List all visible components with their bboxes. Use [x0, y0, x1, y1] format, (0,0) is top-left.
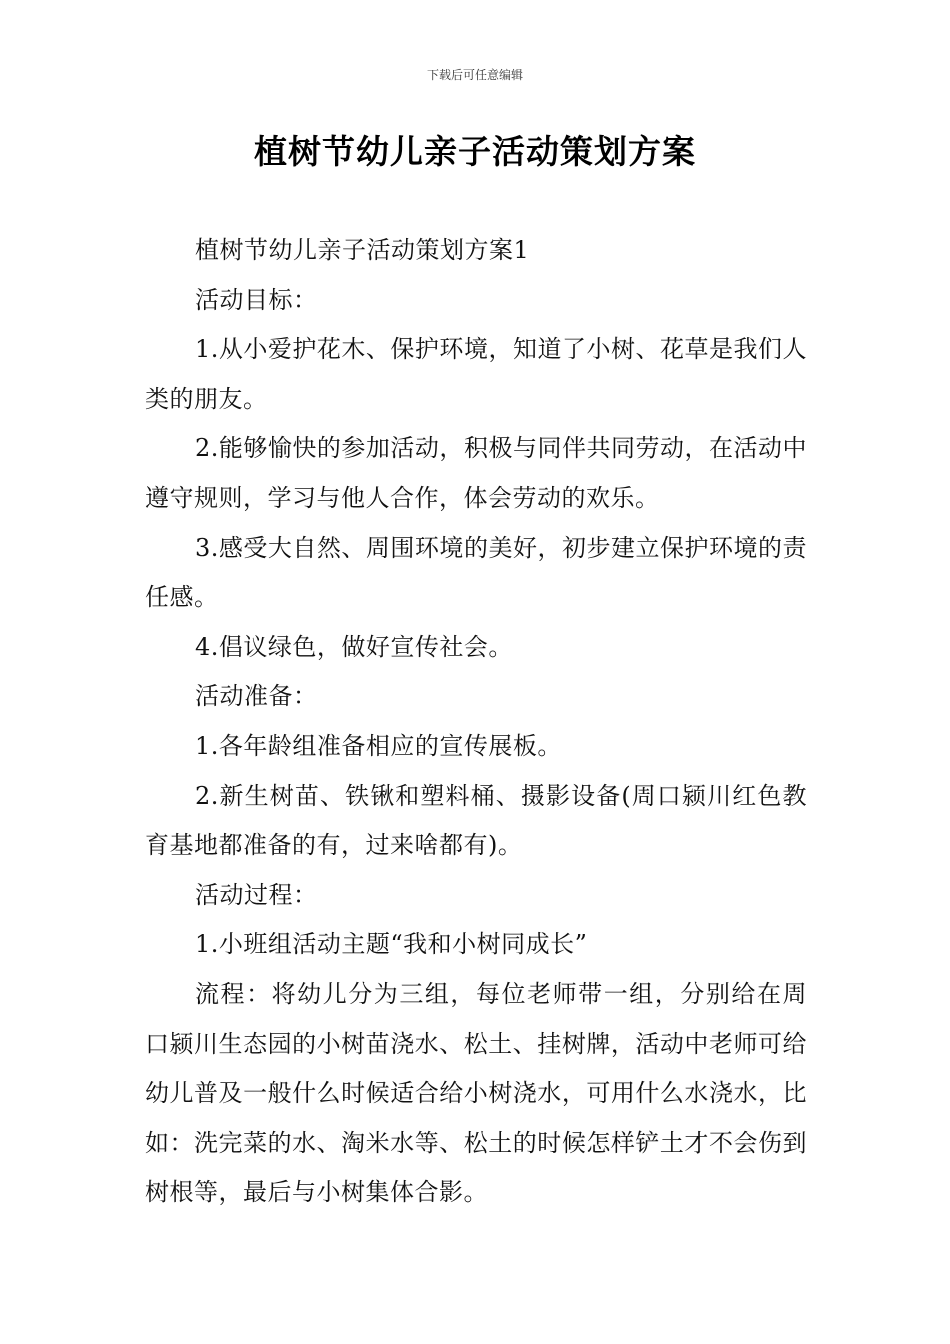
paragraph-goal-2: 2.能够愉快的参加活动，积极与同伴共同劳动，在活动中遵守规则，学习与他人合作，体会劳动的欢乐。: [145, 434, 807, 512]
header-note: 下载后可任意编辑: [426, 68, 523, 82]
paragraph-goals-heading: 活动目标：: [195, 285, 318, 314]
paragraph-goal-3: 3.感受大自然、周围环境的美好，初步建立保护环境的责任感。: [145, 533, 807, 612]
paragraph-prep-1: 1.各年龄组准备相应的宣传展板。: [195, 731, 562, 760]
paragraph-goal-1: 1.从小爱护花木、保护环境，知道了小树、花草是我们人类的朋友。: [145, 335, 807, 413]
paragraph-subtitle: 植树节幼儿亲子活动策划方案1: [195, 236, 530, 264]
paragraph-process-flow: 流程：将幼儿分为三组，每位老师带一组，分别给在周口颍川生态园的小树苗浇水、松土、挂树牌，活动中老师可给幼儿普及一般什么时候适合给小树浇水，可用什么水浇水，比如：洗完菜的水、淘米水等、松土的时候怎样铲土才不会伤到树根等，最后与小树集体合影。: [145, 979, 807, 1207]
paragraph-goal-4: 4.倡议绿色，做好宣传社会。: [195, 632, 513, 661]
paragraph-process-1: 1.小班组活动主题“我和小树同成长”: [195, 930, 588, 959]
paragraph-process-heading: 活动过程：: [195, 880, 318, 909]
paragraph-prep-2: 2.新生树苗、铁锹和塑料桶、摄影设备(周口颍川红色教育基地都准备的有，过来啥都有)。: [145, 781, 807, 860]
paragraph-prep-heading: 活动准备：: [195, 682, 318, 711]
document-body: [145, 226, 807, 1218]
document-title: 植树节幼儿亲子活动策划方案: [254, 132, 696, 171]
